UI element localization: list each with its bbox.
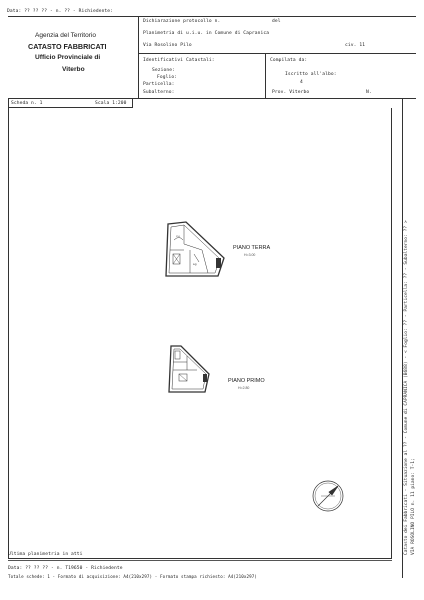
header-bottom-line xyxy=(8,98,416,99)
scheda-label: Scheda n. 1 xyxy=(11,101,43,106)
header-mid-line xyxy=(138,53,416,54)
subalterno-label: Subalterno: xyxy=(143,90,175,95)
scala-label: Scala 1:200 xyxy=(95,101,127,106)
sezione-label: Sezione: xyxy=(152,68,175,73)
side-strip-line xyxy=(402,98,403,578)
first-floor-height: H=2.80 xyxy=(238,386,250,390)
ground-floor-plan xyxy=(160,218,240,280)
identificativi-label: Identificativi Catastali: xyxy=(143,58,215,63)
frame-right xyxy=(391,108,392,558)
north-arrow-icon xyxy=(310,478,346,514)
civic-number: civ. 11 xyxy=(345,43,366,48)
first-floor-plan xyxy=(165,340,215,396)
catasto-title: CATASTO FABBRICATI xyxy=(28,42,107,51)
frame-left xyxy=(8,98,9,558)
particella-label: Particella: xyxy=(143,82,175,87)
address-label: Via Rosolino Pilo xyxy=(143,43,192,48)
ultima-planimetria: Ultima planimetria in atti xyxy=(8,552,83,557)
scheda-box-right xyxy=(132,98,133,108)
office-name: Ufficio Provinciale di xyxy=(35,54,101,61)
svg-text:sg: sg xyxy=(193,262,197,266)
first-floor-label: PIANO PRIMO xyxy=(228,378,265,384)
footer-line xyxy=(8,560,392,561)
footer-totale: Totale schede: 1 - Formato di acquisizione: A4(210x297) - Formato stampa richiesto: A4(210x297) xyxy=(8,574,258,579)
vertical-address-info: VIA ROSOLINO PILO n. 11 piano: T-1; xyxy=(411,458,416,555)
header-divider-2 xyxy=(265,53,266,98)
dichiarazione-label: Dichiarazione protocollo n. xyxy=(143,19,221,24)
office-city: Viterbo xyxy=(62,66,85,73)
ground-floor-height: H=3.00 xyxy=(244,253,256,257)
iscritto-number: 4 xyxy=(300,80,303,85)
scheda-box-bottom xyxy=(8,107,132,108)
agency-name: Agenzia del Territorio xyxy=(35,32,96,39)
province-label: Prov. Viterbo xyxy=(272,90,310,95)
svg-text:cu: cu xyxy=(176,234,180,238)
iscritto-label: Iscritto all'albo: xyxy=(285,72,337,77)
footer-data-line: Data: ?? ?? ?? - n. T19650 - Richiedente xyxy=(8,566,123,571)
header-top-line xyxy=(8,16,416,17)
vertical-cadastral-info: Catasto dei Fabbricati - Situazione al ?? - Comune di CAPRANICA (B688) - < Foglio: ?? - Particella: ?? - Subalterno: ?? > xyxy=(404,220,409,555)
compilata-label: Compilata da: xyxy=(270,58,308,63)
header-divider-1 xyxy=(138,16,139,98)
ground-floor-label: PIANO TERRA xyxy=(233,245,271,251)
planimetria-label: Planimetria di u.i.u. in Comune di Capranica xyxy=(143,31,270,36)
registration-number-label: N. xyxy=(366,90,372,95)
del-label: del xyxy=(272,19,281,24)
frame-bottom xyxy=(8,558,392,559)
foglio-label: Foglio: xyxy=(157,75,178,80)
top-stamp: Data: ?? ?? ?? - n. ?? - Richiedente: xyxy=(7,9,114,14)
